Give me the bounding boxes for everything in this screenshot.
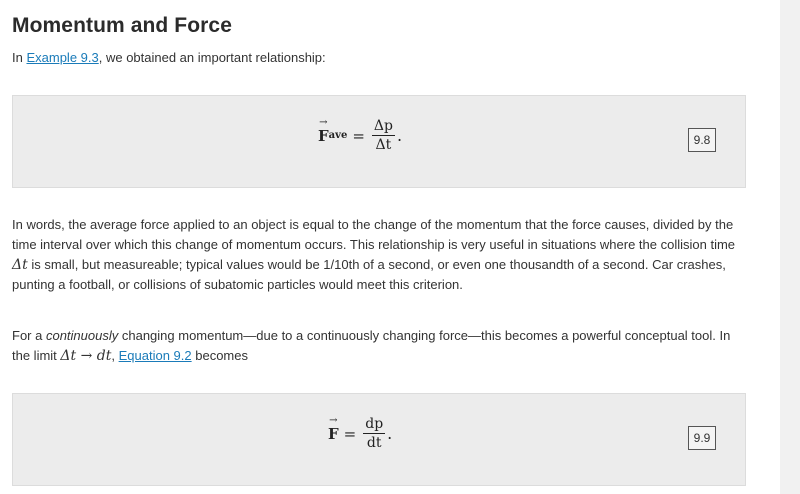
- fraction-numerator: Δp: [373, 118, 393, 134]
- period: .: [387, 424, 393, 443]
- emphasis-text: continuously: [45, 328, 119, 343]
- paragraph-text: For a: [12, 328, 46, 343]
- paragraph-text: becomes: [191, 348, 248, 363]
- equation-box-9-8: [12, 95, 746, 188]
- period: .: [396, 126, 403, 145]
- intro-text: [12, 50, 326, 65]
- fraction: [372, 118, 395, 153]
- paragraph: [12, 326, 742, 366]
- equation-formula: [328, 416, 392, 451]
- equation-box-9-9: [12, 393, 746, 486]
- paragraph: [12, 215, 742, 295]
- paragraph-text: In words, the average force applied to an object is equal to the change of the momentum that the force causes, divided by the time interval over which this change of momentum occurs. This relationship is very useful in situations where the collision time: [12, 217, 736, 252]
- example-link[interactable]: Example 9.3: [26, 50, 99, 65]
- scrollbar[interactable]: [780, 0, 800, 494]
- equation-number: 9.8: [688, 128, 716, 152]
- section-title: Momentum and Force: [12, 14, 232, 37]
- equation-number: 9.9: [688, 426, 716, 450]
- force-vector: → F: [318, 127, 329, 145]
- intro-before: In: [12, 50, 27, 65]
- paragraph-text: changing momentum—due to a continuously changing force—this becomes a powerful conceptual tool. In the limit: [12, 328, 731, 363]
- fraction-denominator: dt: [366, 435, 382, 451]
- equals-sign: =: [343, 424, 357, 443]
- force-vector: → F: [328, 425, 339, 443]
- fraction-numerator: dp: [365, 416, 384, 432]
- intro-after: , we obtained an important relationship:: [98, 50, 326, 65]
- inline-math: Δt → dt: [60, 348, 112, 364]
- paragraph-text: ,: [111, 348, 119, 363]
- equation-link[interactable]: Equation 9.2: [118, 348, 192, 363]
- fraction: [363, 416, 385, 451]
- inline-math: Δt: [12, 257, 28, 273]
- fraction-denominator: Δt: [375, 137, 392, 153]
- paragraph-text: is small, but measureable; typical values would be 1/10th of a second, or even one thousandth of a second. Car crashes, punting a football, or collisions of subatomic particles would meet this criterion.: [12, 257, 726, 292]
- equals-sign: =: [352, 126, 365, 145]
- equation-formula: [318, 118, 402, 153]
- ave-subscript: ave: [328, 130, 348, 141]
